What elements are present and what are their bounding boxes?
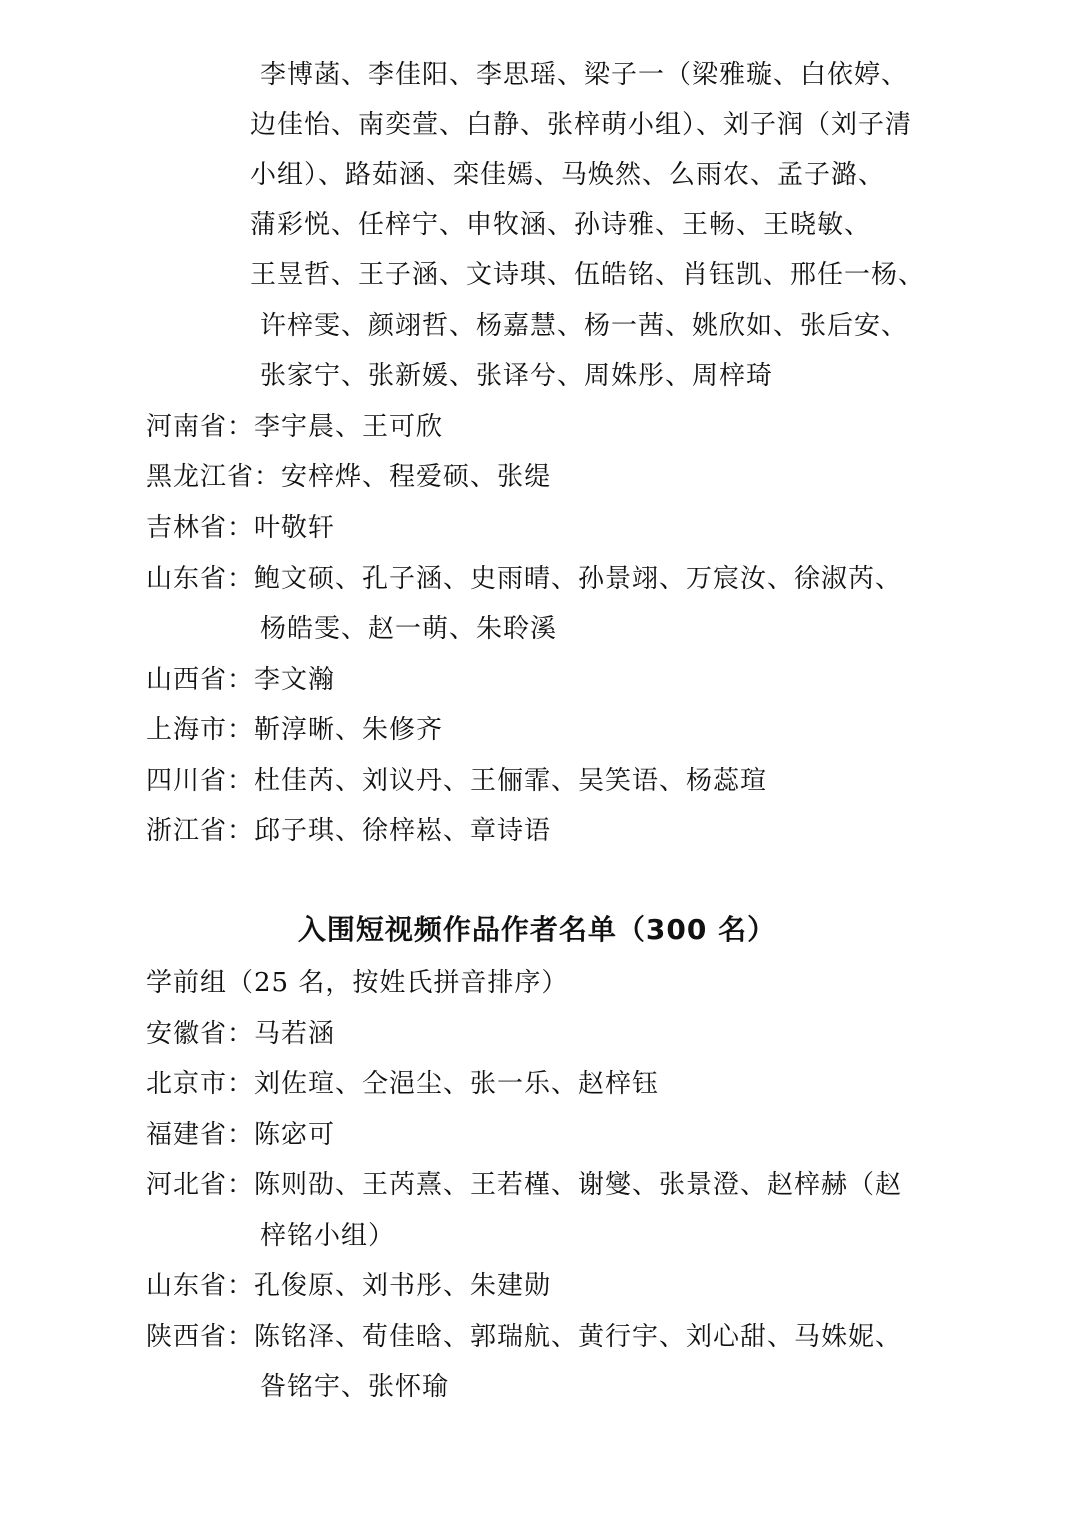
name-list: 李宇晨、王可欣 <box>254 412 444 442</box>
continuation-line: 张家宁、张新媛、张译兮、周姝彤、周梓琦 <box>260 361 774 391</box>
continuation-line: 小组）、路茹涵、栾佳嫣、马焕然、么雨农、孟子潞、 <box>250 160 886 190</box>
province-label: 四川省： <box>146 766 255 796</box>
province-row <box>146 1063 946 1100</box>
name-list: 靳淳晰、朱修齐 <box>254 715 444 745</box>
province-label: 黑龙江省： <box>146 462 282 492</box>
name-list: 陈则劭、王芮熹、王若槿、谢燮、张景澄、赵梓赫（赵 <box>254 1170 903 1200</box>
province-label: 河南省： <box>146 412 255 442</box>
province-label: 陕西省： <box>146 1322 255 1352</box>
name-list: 马若涵 <box>254 1019 336 1049</box>
province-row <box>146 1013 946 1050</box>
province-row <box>146 1164 946 1201</box>
province-row <box>146 1114 946 1151</box>
name-list: 杜佳芮、刘议丹、王俪霏、吴笑语、杨蕊瑄 <box>254 766 768 796</box>
province-row <box>146 659 946 696</box>
province-row <box>146 406 946 443</box>
province-row <box>146 1316 946 1353</box>
province-label: 吉林省： <box>146 513 255 543</box>
name-list: 刘佐瑄、仝浥尘、张一乐、赵梓钰 <box>254 1069 660 1099</box>
name-list: 邱子琪、徐梓崧、章诗语 <box>254 816 552 846</box>
continuation-line: 李博菡、李佳阳、李思瑶、梁子一（梁雅璇、白依婷、 <box>260 60 909 90</box>
province-label: 浙江省： <box>146 816 255 846</box>
province-label: 河北省： <box>146 1170 255 1200</box>
continuation-line: 许梓雯、颜翊哲、杨嘉慧、杨一茜、姚欣如、张后安、 <box>260 311 909 341</box>
province-label: 上海市： <box>146 715 255 745</box>
province-row <box>146 709 946 746</box>
continuation-line: 蒲彩悦、任梓宁、申牧涵、孙诗雅、王畅、王晓敏、 <box>250 210 872 240</box>
name-list: 李文瀚 <box>254 665 336 695</box>
name-list-continuation: 梓铭小组） <box>260 1221 396 1251</box>
province-label: 安徽省： <box>146 1019 255 1049</box>
name-list: 陈宓可 <box>254 1120 336 1150</box>
name-list: 鲍文硕、孔子涵、史雨晴、孙景翊、万宸汝、徐淑芮、 <box>254 564 903 594</box>
name-list-continuation: 昝铭宇、张怀瑜 <box>260 1372 450 1402</box>
province-label: 北京市： <box>146 1069 255 1099</box>
province-row <box>146 456 946 493</box>
province-row <box>146 507 946 544</box>
province-label: 山西省： <box>146 665 255 695</box>
name-list: 陈铭泽、荀佳晗、郭瑞航、黄行宇、刘心甜、马姝妮、 <box>254 1322 903 1352</box>
province-row <box>146 558 946 595</box>
province-row <box>146 760 946 797</box>
continuation-line: 边佳怡、南奕萱、白静、张梓萌小组）、刘子润（刘子清 <box>250 110 913 140</box>
name-list-continuation: 杨皓雯、赵一萌、朱聆溪 <box>260 614 558 644</box>
name-list: 孔俊原、刘书彤、朱建勋 <box>254 1271 552 1301</box>
province-label: 山东省： <box>146 1271 255 1301</box>
name-list: 叶敬轩 <box>254 513 336 543</box>
province-row <box>146 1265 946 1302</box>
name-list: 安梓烨、程爱硕、张缇 <box>281 462 552 492</box>
province-label: 福建省： <box>146 1120 255 1150</box>
group-heading: 学前组（25 名，按姓氏拼音排序） <box>146 968 569 998</box>
province-label: 山东省： <box>146 564 255 594</box>
province-row <box>146 810 946 847</box>
section-title: 入围短视频作品作者名单（300 名） <box>297 913 777 946</box>
continuation-line: 王昱哲、王子涵、文诗琪、伍皓铭、肖钰凯、邢任一杨、 <box>250 260 926 290</box>
